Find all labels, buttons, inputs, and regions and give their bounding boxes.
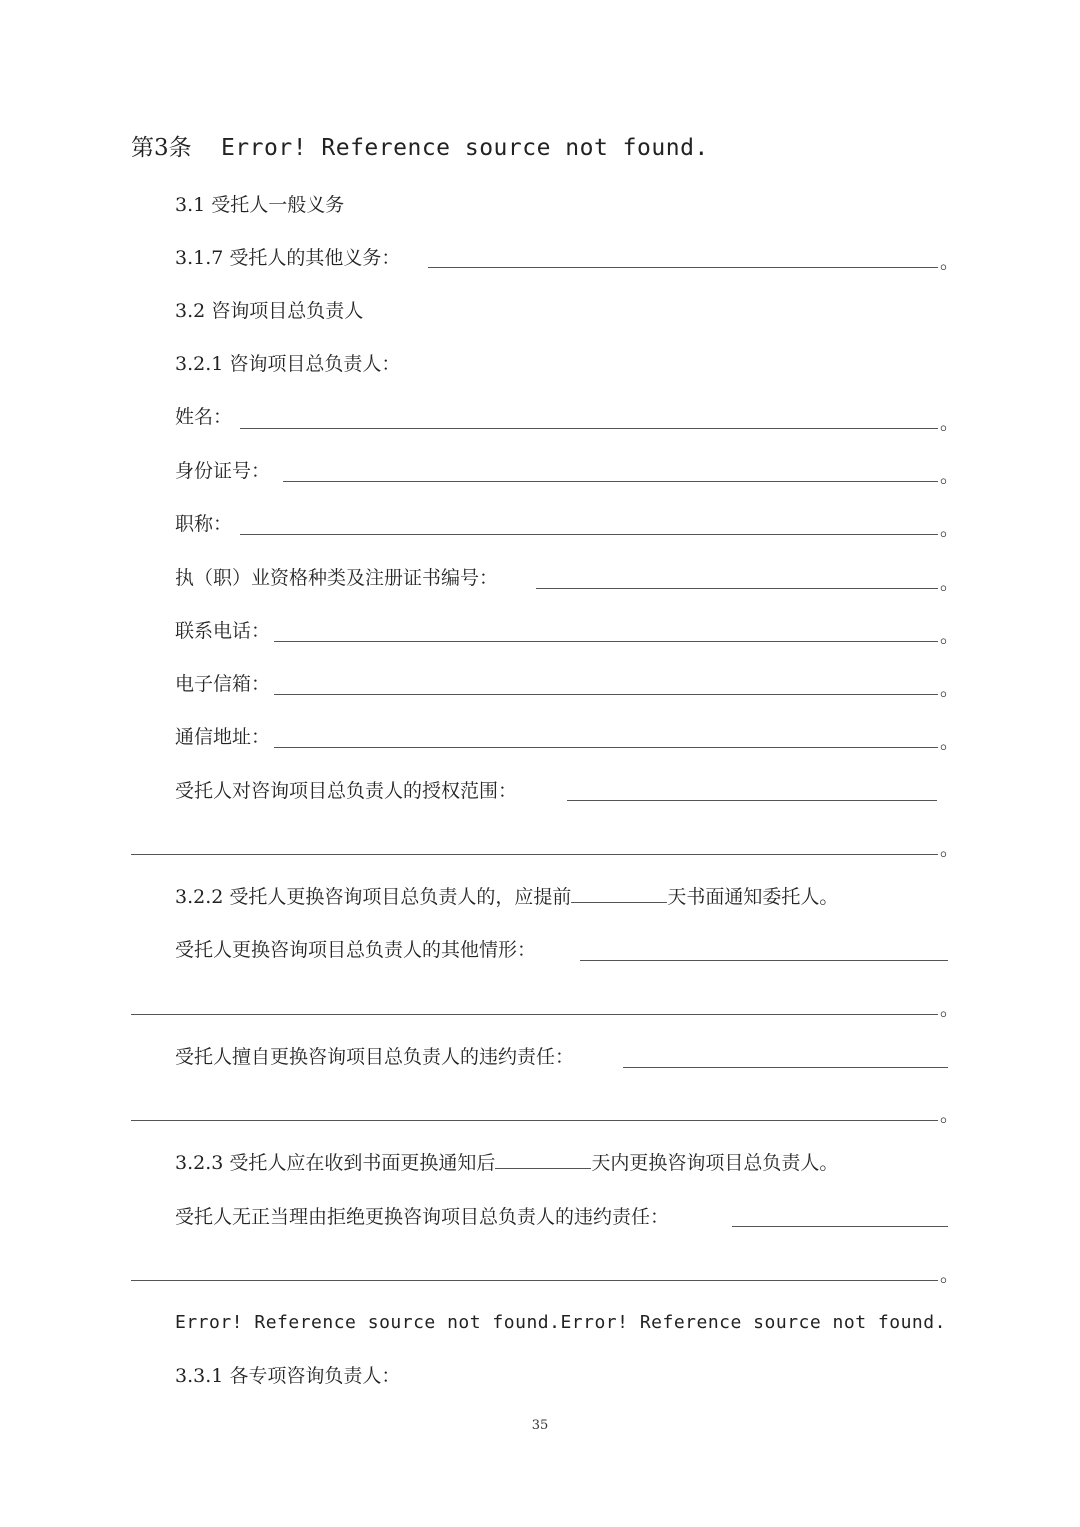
- fill-line-certificate[interactable]: [536, 588, 938, 589]
- fill-line-other-cases-cont[interactable]: [131, 1014, 938, 1015]
- fill-line-address[interactable]: [274, 747, 938, 748]
- name-label: 姓名：: [175, 406, 233, 428]
- fill-line-other-cases[interactable]: [580, 960, 948, 961]
- page-number: 35: [531, 1418, 549, 1433]
- period-mark: 。: [940, 1104, 960, 1126]
- section-3-1-7-label: 3.1.7 受托人的其他义务：: [175, 247, 401, 269]
- period-mark: 。: [940, 251, 960, 273]
- period-mark: 。: [940, 731, 960, 753]
- article-number: 第3条: [131, 135, 192, 161]
- fill-line-other-obligations[interactable]: [428, 267, 938, 268]
- fill-line-scope[interactable]: [567, 800, 937, 801]
- fill-line-breach-change[interactable]: [623, 1067, 948, 1068]
- period-mark: 。: [940, 678, 960, 700]
- section-3-3-1: 3.3.1 各专项咨询负责人：: [175, 1365, 401, 1387]
- fill-line-breach-refuse[interactable]: [732, 1226, 948, 1227]
- period-mark: 。: [940, 465, 960, 487]
- article-heading: [131, 133, 709, 163]
- title-label: 职称：: [175, 513, 233, 535]
- fill-line-id[interactable]: [283, 481, 938, 482]
- period-mark: 。: [940, 998, 960, 1020]
- section-3-2: 3.2 咨询项目总负责人: [175, 300, 364, 322]
- section-3-2-3-text-a: 3.2.3 受托人应在收到书面更换通知后: [175, 1152, 496, 1174]
- section-3-2-1: 3.2.1 咨询项目总负责人：: [175, 353, 401, 375]
- other-cases-label: 受托人更换咨询项目总负责人的其他情形：: [175, 939, 537, 961]
- fill-line-breach-refuse-cont[interactable]: [131, 1280, 938, 1281]
- email-label: 电子信箱：: [175, 673, 271, 695]
- article-title: Error! Reference source not found.: [220, 135, 709, 161]
- period-mark: 。: [940, 838, 960, 860]
- fill-line-name[interactable]: [240, 428, 938, 429]
- section-3-2-2-text-a: 3.2.2 受托人更换咨询项目总负责人的，应提前: [175, 886, 572, 908]
- address-label: 通信地址：: [175, 726, 271, 748]
- scope-label: 受托人对咨询项目总负责人的授权范围：: [175, 780, 518, 802]
- period-mark: 。: [940, 518, 960, 540]
- fill-line-scope-cont[interactable]: [131, 854, 938, 855]
- fill-line-breach-change-cont[interactable]: [131, 1120, 938, 1121]
- fill-blank-days-replace[interactable]: [495, 1152, 591, 1169]
- certificate-label: 执（职）业资格种类及注册证书编号：: [175, 567, 499, 589]
- section-3-2-3: [175, 1151, 838, 1175]
- fill-blank-days-notice[interactable]: [571, 886, 667, 903]
- id-label: 身份证号：: [175, 460, 271, 482]
- section-3-1: 3.1 受托人一般义务: [175, 194, 345, 216]
- period-mark: 。: [940, 572, 960, 594]
- fill-line-title[interactable]: [240, 534, 938, 535]
- breach-change-label: 受托人擅自更换咨询项目总负责人的违约责任：: [175, 1046, 575, 1068]
- fill-line-email[interactable]: [274, 694, 938, 695]
- period-mark: 。: [940, 625, 960, 647]
- phone-label: 联系电话：: [175, 620, 271, 642]
- breach-refuse-label: 受托人无正当理由拒绝更换咨询项目总负责人的违约责任：: [175, 1206, 670, 1228]
- period-mark: 。: [940, 1264, 960, 1286]
- section-3-2-2: [175, 885, 838, 909]
- reference-error-line: Error! Reference source not found.Error! Reference source not found.: [175, 1312, 946, 1333]
- period-mark: 。: [940, 412, 960, 434]
- fill-line-phone[interactable]: [274, 641, 938, 642]
- section-3-2-3-text-b: 天内更换咨询项目总负责人。: [591, 1152, 839, 1174]
- section-3-2-2-text-b: 天书面通知委托人。: [667, 886, 839, 908]
